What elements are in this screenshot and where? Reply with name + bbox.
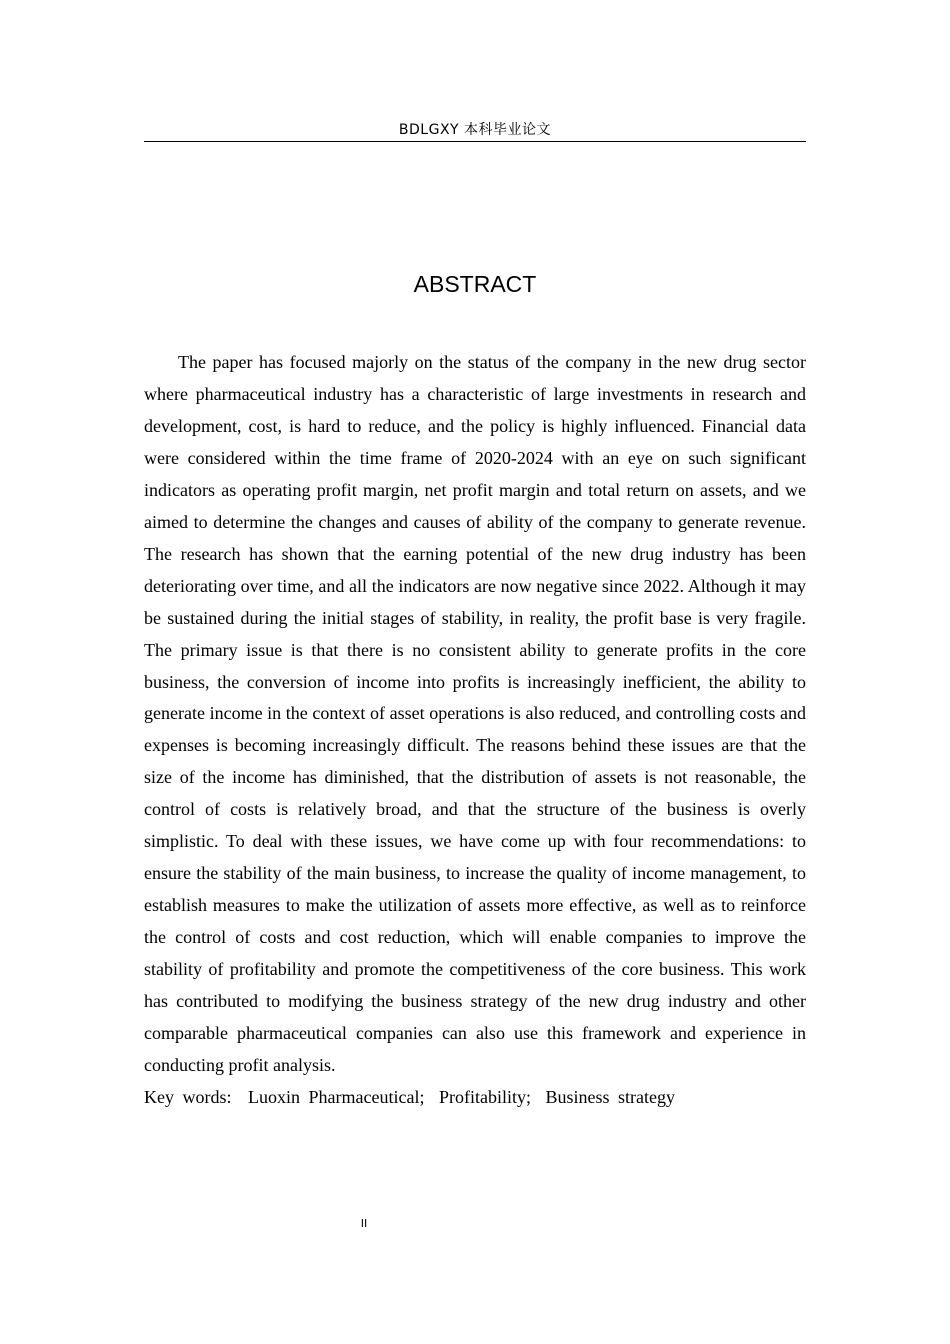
keyword-item: Profitability; [438,1086,531,1107]
running-header: BDLGXY 本科毕业论文 [398,122,552,138]
keyword-item: Business strategy [545,1086,675,1107]
keywords-line [144,1082,806,1114]
header-rule [144,141,806,142]
abstract-paragraph: The paper has focused majorly on the status of the company in the new drug sector where pharmaceutical industry has a characteristic of large investments in research and development, cost, is hard to reduce, and the policy is highly influenced. Financial data were considered within the time frame of 2020-2024 with an eye on such significant indicators as operating profit margin, net profit margin and total return on assets, and we aimed to determine the changes and causes of ability of the company to generate revenue. The research has shown that the earning potential of the new drug industry has been deteriorating over time, and all the indicators are now negative since 2022. Although it may be sustained during the initial stages of stability, in reality, the profit base is very fragile. The primary issue is that there is no consistent ability to generate profits in the core business, the conversion of income into profits is increasingly inefficient, the ability to generate income in the context of asset operations is also reduced, and controlling costs and expenses is becoming increasingly difficult. The reasons behind these issues are that the size of the income has diminished, that the distribution of assets is not reasonable, the control of costs is relatively broad, and that the structure of the business is overly simplistic. To deal with these issues, we have come up with four recommendations: to ensure the stability of the main business, to increase the quality of income management, to establish measures to make the utilization of assets more effective, as well as to reinforce the control of costs and cost reduction, which will enable companies to improve the stability of profitability and promote the competitiveness of the core business. This work has contributed to modifying the business strategy of the new drug industry and other comparable pharmaceutical companies can also use this framework and experience in conducting profit analysis. [144,352,806,1075]
abstract-title: ABSTRACT [413,271,537,297]
page-number: II [360,1217,368,1230]
keywords-label: Key words: [144,1086,232,1107]
keyword-item: Luoxin Pharmaceutical; [248,1086,425,1107]
abstract-body [144,347,806,1114]
